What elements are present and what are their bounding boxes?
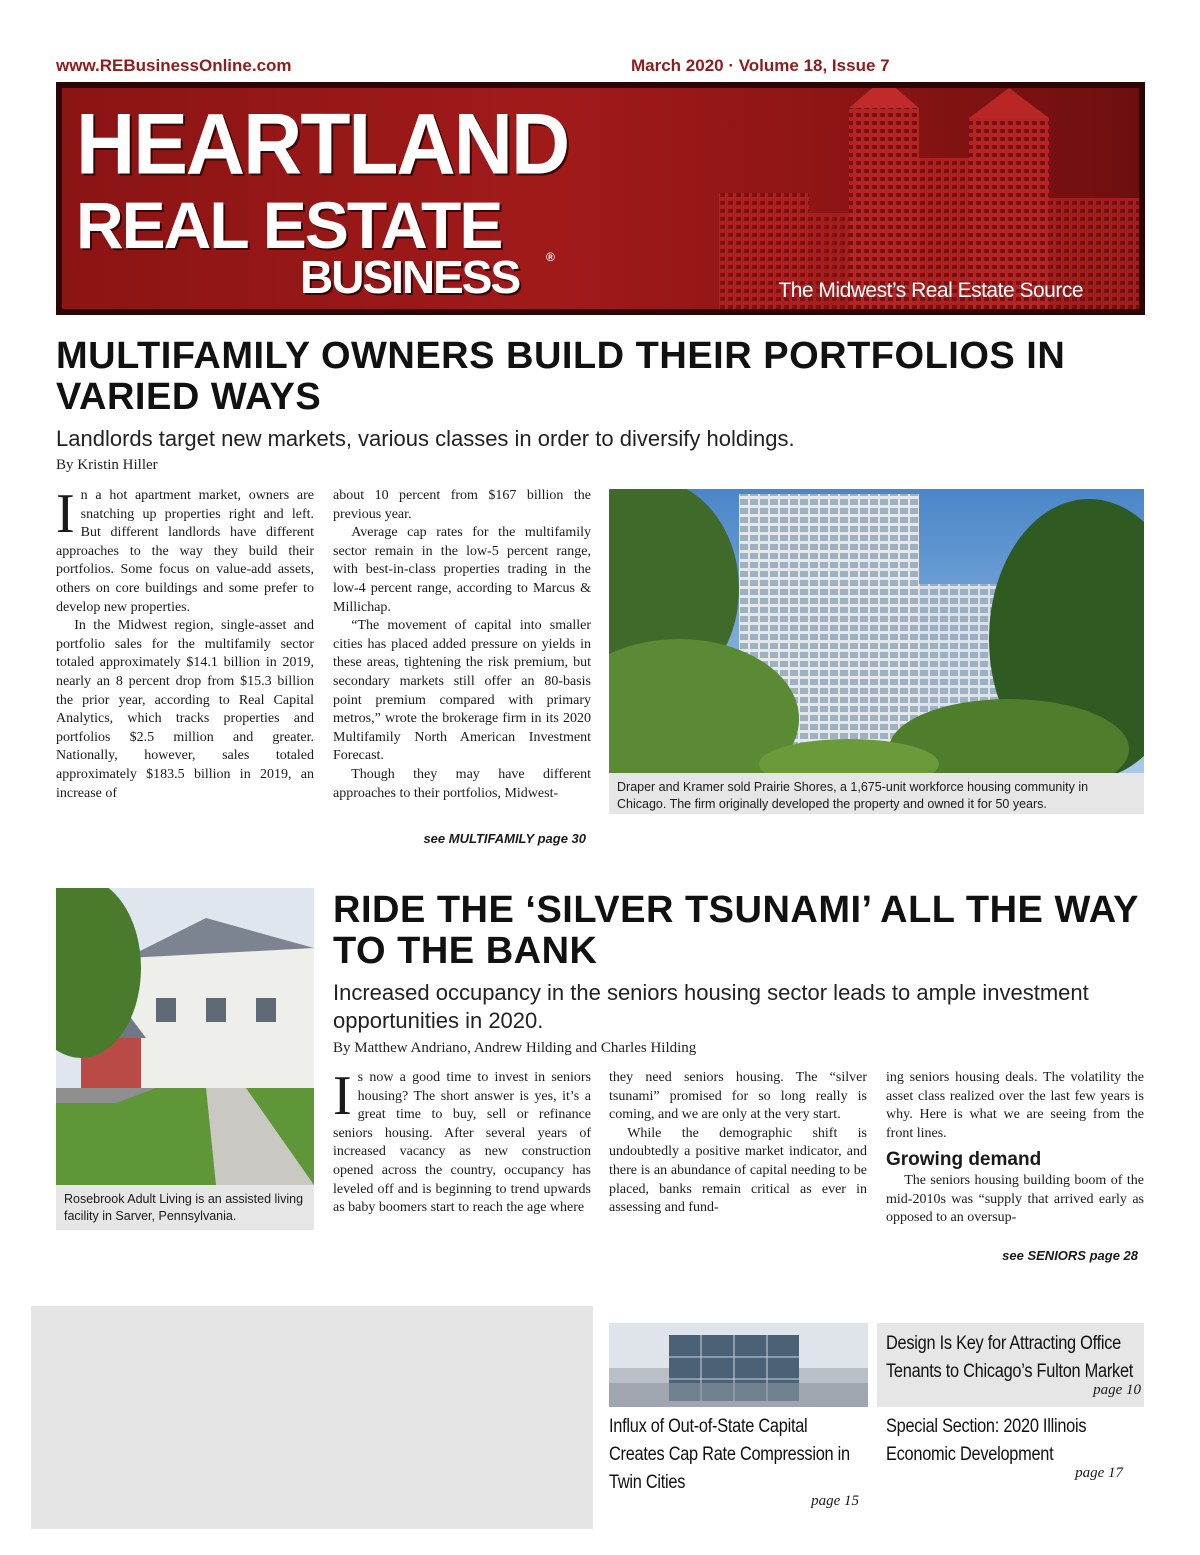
paragraph: about 10 percent from $167 billion the previous year. <box>333 488 591 522</box>
paragraph: they need seniors housing. The “silver tsunami” promised for so long really is coming, and we are only at the very start. <box>609 1070 867 1123</box>
story1-continued-link[interactable]: see MULTIFAMILY page 30 <box>423 831 586 846</box>
story2-column-3 <box>886 1069 1144 1228</box>
story1-column-2 <box>333 487 591 803</box>
story2-headline[interactable]: RIDE THE ‘SILVER TSUNAMI’ ALL THE WAY TO THE BANK <box>333 889 1139 973</box>
masthead-title-business: BUSINESS <box>300 251 520 303</box>
teaser-title: Special Section: 2020 Illinois Economic Development <box>886 1416 1087 1465</box>
paragraph: The seniors housing building boom of the mid-2010s was “supply that arrived early as opposed to an oversup- <box>886 1172 1144 1226</box>
story2-column-2 <box>609 1069 867 1218</box>
skyline-illustration <box>679 88 1139 309</box>
story1-byline: By Kristin Hiller <box>56 457 158 473</box>
teaser-illinois-economic-development[interactable] <box>886 1413 1123 1482</box>
paragraph: In the Midwest region, single-asset and portfolio sales for the multifamily sector totaled approximately $14.1 billion in 2019, nearly an 8 percent drop from $15.3 billion the prior year, according to Real Capital Analytics, which tracks properties and portfolios $2.5 million and greater. Nationally, however, sales totaled approximately $183.5 billion in 2019, an increase of <box>56 618 314 801</box>
website-url[interactable]: www.REBusinessOnline.com <box>56 56 292 75</box>
story2-photo-caption: Rosebrook Adult Living is an assisted living facility in Sarver, Pennsylvania. <box>56 1185 314 1230</box>
paragraph: Though they may have different approaches to their portfolios, Midwest- <box>333 766 591 801</box>
paragraph: ing seniors housing deals. The volatility the asset class realized over the last few years is why. Here is what we are seeing from the front lines. <box>886 1070 1144 1141</box>
rosebrook-photo <box>56 888 314 1185</box>
advertisement-placeholder <box>31 1306 593 1529</box>
fulton-market-building-photo <box>609 1323 868 1407</box>
paragraph: n a hot apartment market, owners are snatching up properties right and left. But different landlords have different approaches to the way they build their portfolios. Some focus on value-add assets, others on core buildings and some prefer to develop new properties. <box>56 488 314 615</box>
paragraph: Average cap rates for the multifamily sector remain in the low-5 percent range, with best-in-class properties trading in the low-4 percent range, according to Marcus & Millichap. <box>333 525 591 615</box>
story2-column-1 <box>333 1065 591 1218</box>
teaser-twin-cities-capital[interactable] <box>609 1413 859 1510</box>
subhead-growing-demand: Growing demand <box>886 1149 1042 1171</box>
teaser-page: page 17 <box>1075 1465 1123 1481</box>
story2-dek: Increased occupancy in the seniors housing sector leads to ample investment opportunities in 2020. <box>333 980 1089 1033</box>
story2-byline: By Matthew Andriano, Andrew Hilding and Charles Hilding <box>333 1040 697 1056</box>
teaser-office-fulton-market[interactable] <box>886 1330 1141 1399</box>
teaser-page: page 15 <box>811 1493 859 1509</box>
teaser-title: Influx of Out-of-State Capital Creates Cap Rate Compression in Twin Cities <box>609 1416 850 1493</box>
dropcap: I <box>333 1065 352 1127</box>
paragraph: s now a good time to invest in seniors housing? The short answer is yes, it’s a great time to buy, sell or refinance seniors housing. After several years of increased vacancy as new construction opened across the country, occupancy has leveled off and is beginning to trend upwards as baby boomers start to reach the age where <box>333 1070 591 1216</box>
paragraph: While the demographic shift is undoubtedly a positive market indicator, and there is an abundance of capital needing to be placed, banks remain critical as ever in assessing and fund- <box>609 1125 867 1216</box>
masthead-tagline: The Midwest’s Real Estate Source <box>778 279 1083 302</box>
issue-info: March 2020 · Volume 18, Issue 7 <box>631 56 890 75</box>
registered-mark: ® <box>546 250 555 264</box>
story1-dek: Landlords target new markets, various classes in order to diversify holdings. <box>56 426 795 451</box>
prairie-shores-photo <box>609 489 1144 773</box>
dropcap: I <box>56 483 75 545</box>
teaser-page: page 10 <box>1093 1382 1141 1398</box>
masthead <box>56 82 1145 315</box>
story1-headline[interactable]: MULTIFAMILY OWNERS BUILD THEIR PORTFOLIOS IN VARIED WAYS <box>56 335 1066 419</box>
story1-column-1 <box>56 483 314 803</box>
masthead-title-heartland: HEARTLAND <box>76 96 569 193</box>
masthead-title-real-estate: REAL ESTATE <box>76 188 502 262</box>
paragraph: “The movement of capital into smaller cities has placed added pressure on yields in these areas, tightening the risk premium, but secondary markets still offer an 80-basis point premium compared with primary metros,” wrote the brokerage firm in its 2020 Multifamily North American Investment Forecast. <box>333 618 591 764</box>
story2-continued-link[interactable]: see SENIORS page 28 <box>1002 1248 1138 1263</box>
teaser-title: Design Is Key for Attracting Office Tenants to Chicago’s Fulton Market <box>886 1333 1134 1382</box>
story1-photo-caption: Draper and Kramer sold Prairie Shores, a 1,675-unit workforce housing community in Chicago. The firm originally developed the property and owned it for 50 years. <box>609 773 1144 814</box>
